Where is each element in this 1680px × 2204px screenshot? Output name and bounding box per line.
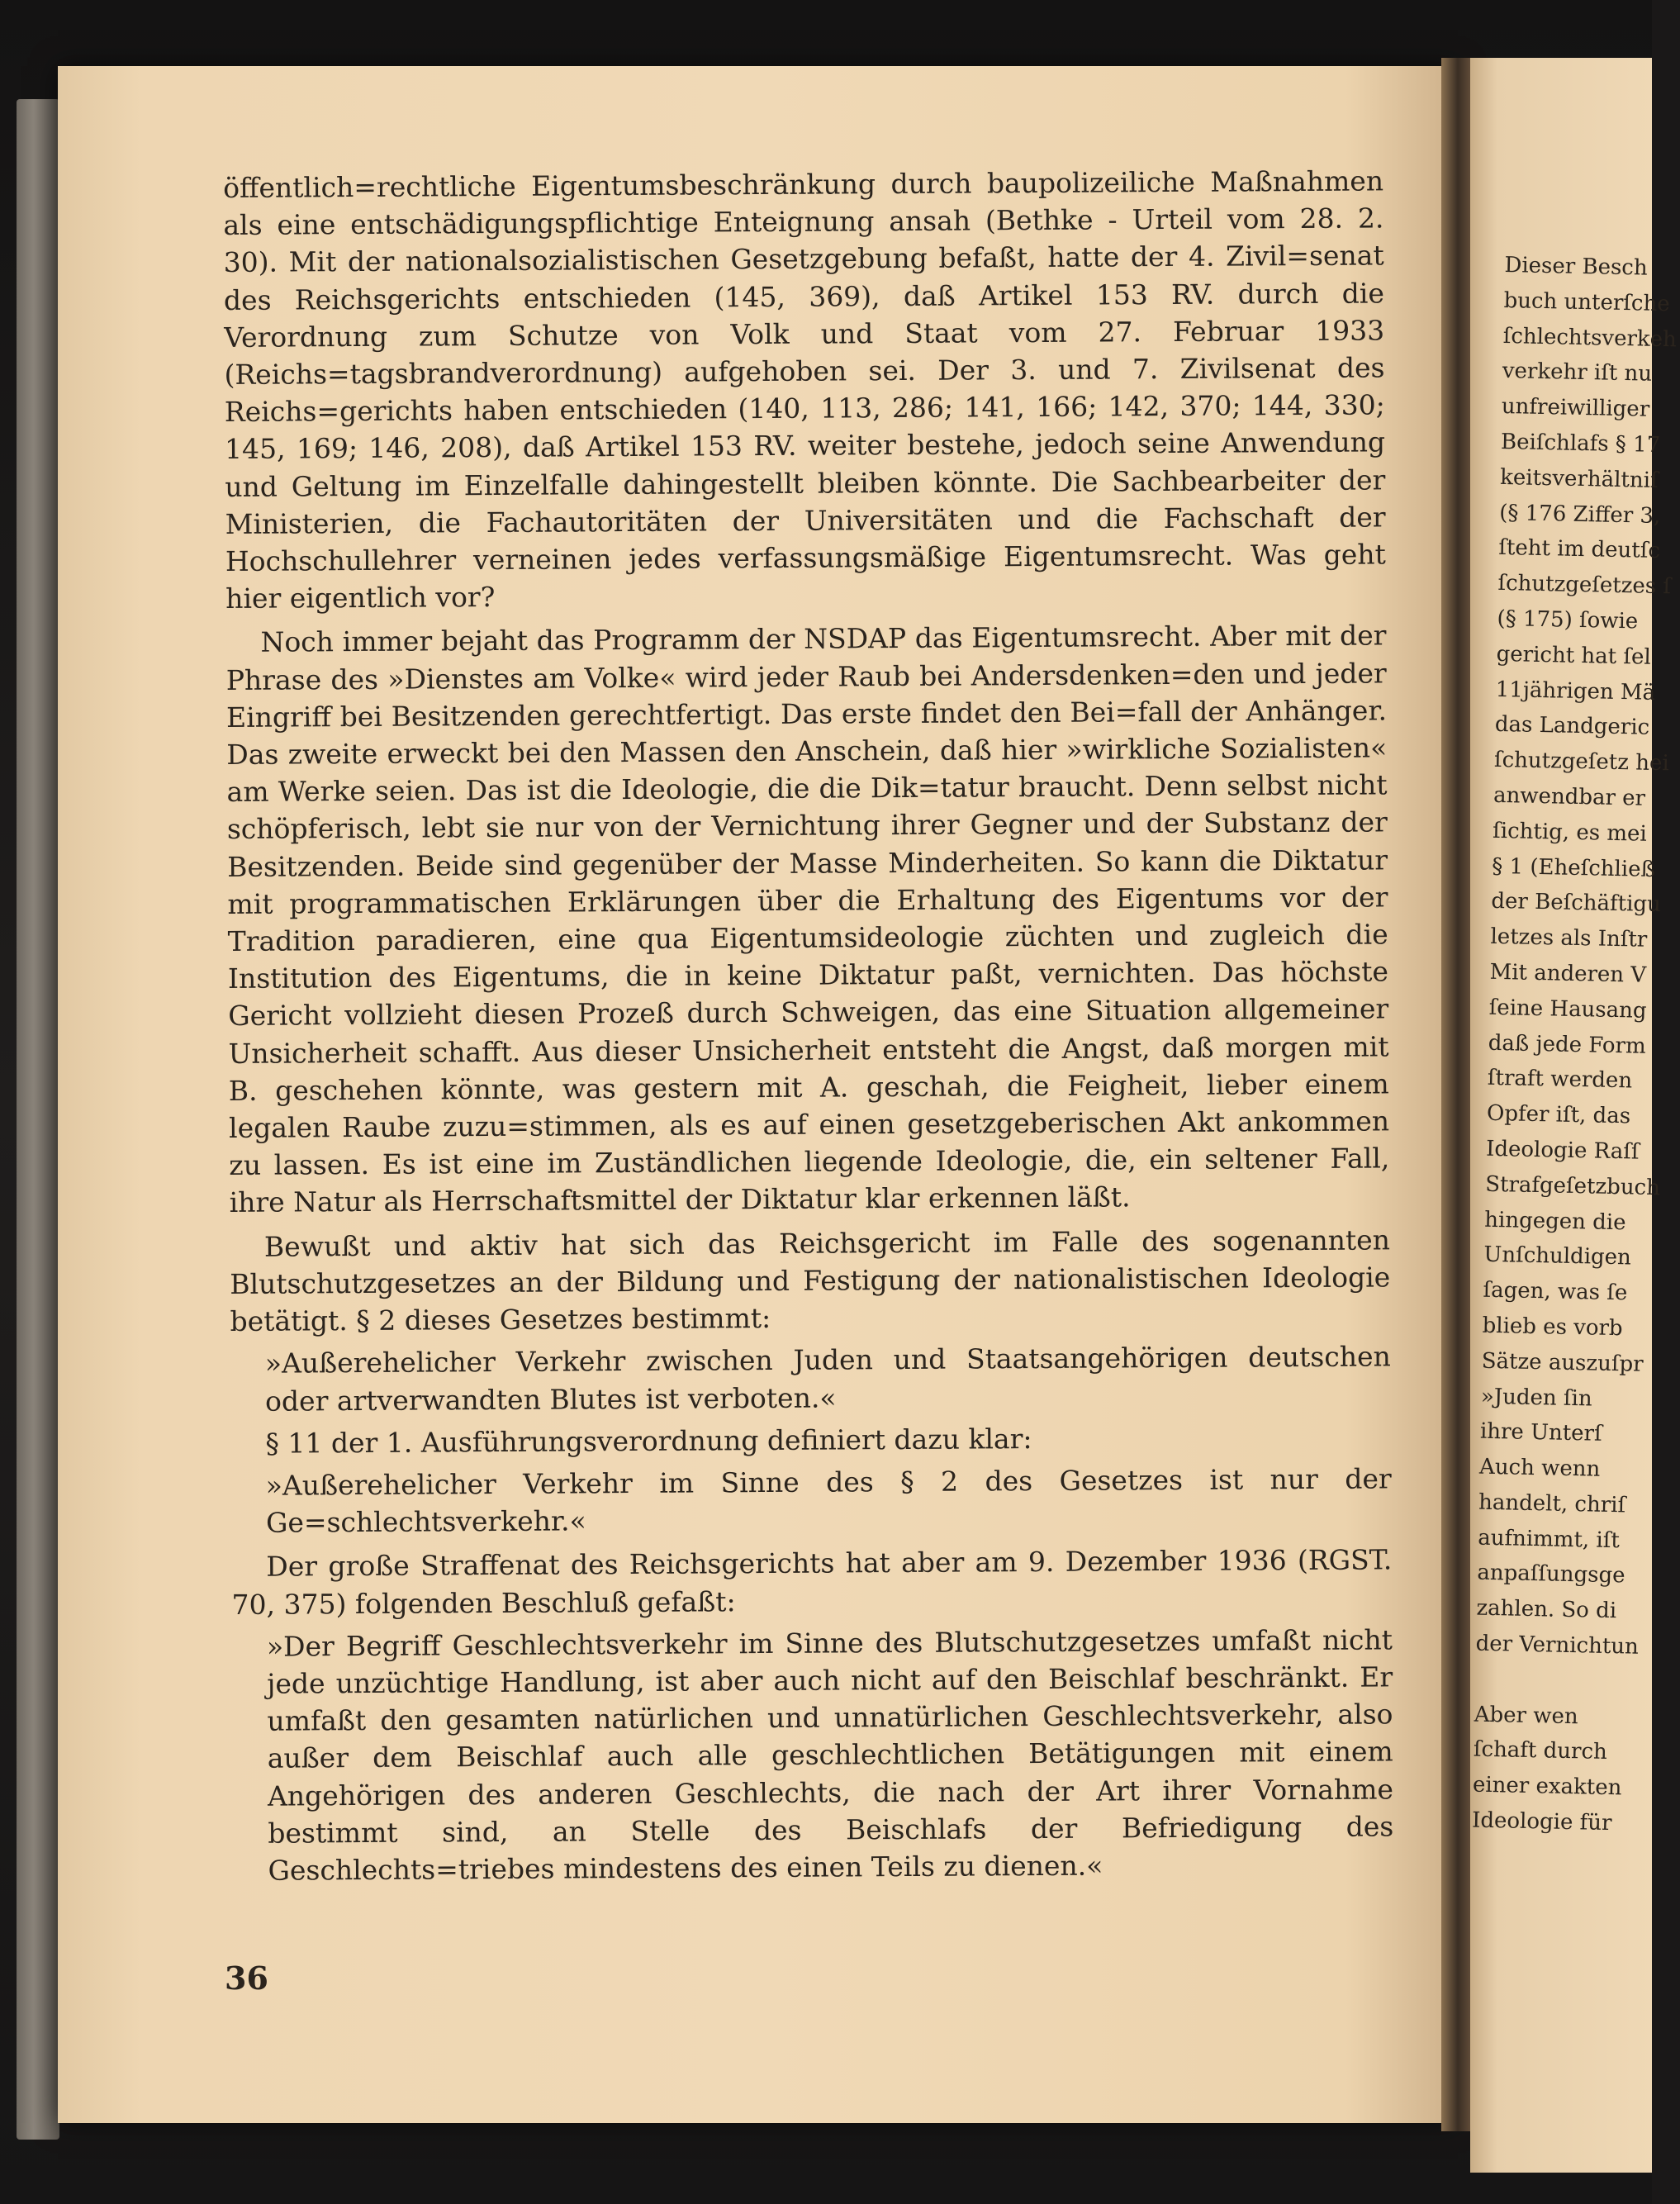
quote-1: »Außerehelicher Verkehr zwischen Juden und Staatsangehörigen deutschen oder artverwandten Blutes ist verboten.« xyxy=(264,1340,1391,1418)
paragraph-3: Bewußt und aktiv hat sich das Reichsgericht im Falle des sogenannten Blutschutzgesetzes an der Bildung und Festigung der nationalistischen Ideologie betätigt. § 2 dieses Gesetzes bestimmt: xyxy=(230,1223,1391,1338)
paragraph-11: § 11 der 1. Ausführungsverordnung definiert dazu klar: xyxy=(265,1422,1032,1460)
right-page-line: handelt, chriſ xyxy=(1478,1489,1626,1518)
book-gutter xyxy=(1441,58,1474,2131)
right-page-line: das Landgeric xyxy=(1494,712,1650,741)
right-page-line: zahlen. So di xyxy=(1476,1595,1617,1624)
paragraph-2: Noch immer bejaht das Programm der NSDAP das Eigentumsrecht. Aber mit der Phrase des »Dienstes am Volke« wird jeder Raub bei Andersdenken=den und jeder Eingriff bei Besitzenden gerechtfertigt. Das erste findet den Bei=fall der Anhänger. Das zweite erweckt bei den Massen den Anschein, daß hier »wirkliche Sozialisten« am Werke seien. Das ist die Ideologie, die die Dik=tatur braucht. Denn selbst nicht schöpferisch, lebt sie nur von der Vernichtung ihrer Gegner und der Substanz der Besitzenden. Beide sind gegenüber der Masse Minderheiten. So kann die Diktatur mit programmatischen Erklärungen über die Erhaltung des Eigentums vor der Tradition paradieren, eine qua Eigentumsideologie züchten und zugleich die Institution des Eigentums, die in keine Diktatur paßt, vernichten. Das höchste Gericht vollzieht diesen Prozeß durch Schweigen, das eine Situation allgemeiner Unsicherheit schafft. Aus dieser Unsicherheit entsteht die Angst, daß morgen mit B. geschehen könnte, was gestern mit A. geschah, die Feigheit, lieber einem legalen Raube zuzu=stimmen, als es auf einen gesetzgeberischen Akt ankommen zu lassen. Es ist eine im Zuständlichen liegende Ideologie, die, ein seltener Fall, ihre Natur als Herrschaftsmittel der Diktatur klar erkennen läßt. xyxy=(225,619,1390,1219)
right-page-line: letzes als Inſtr xyxy=(1490,924,1648,952)
right-page-line: Strafgeſetzbuch xyxy=(1484,1171,1661,1200)
right-page-line: ſchlechtsverkeh xyxy=(1502,323,1678,352)
right-page-line: Unſchuldigen xyxy=(1483,1242,1632,1271)
right-page-line xyxy=(1474,1661,1624,1700)
paragraph-1: öffentlich=rechtliche Eigentumsbeschränkung durch baupolizeiliche Maßnahmen als eine entschädigungspflichtige Enteignung ansah (Bethke - Urteil vom 28. 2. 30). Mit der nationalsozialistischen Gesetzgebung befaßt, hatte der 4. Zivil=senat des Reichsgerichts entschieden (145, 369), daß Artikel 153 RV. durch die Verordnung zum Schutze von Volk und Staat vom 27. Februar 1933 (Reichs=tagsbrandverordnung) aufgehoben sei. Der 3. und 7. Zivilsenat des Reichs=gerichts haben entschieden (140, 113, 286; 141, 166; 142, 370; 144, 330; 145, 169; 146, 208), daß Artikel 153 RV. weiter bestehe, jedoch seine Anwendung und Geltung im Einzelfalle dahingestellt bleiben könnte. Die Sachbearbeiter der Ministerien, die Fachautoritäten der Universitäten und die Fachschaft der Hochschullehrer verneinen jedes verfassungsmäßige Eigentumsrecht. Was geht hier eigentlich vor? xyxy=(223,164,1386,615)
right-page-line: unfreiwilliger xyxy=(1501,394,1650,422)
right-page-line: ihre Unterſ xyxy=(1479,1418,1602,1447)
right-page xyxy=(1470,58,1678,2173)
right-page-line: anwendbar er xyxy=(1493,782,1646,811)
paragraph-straf: Der große Straffenat des Reichsgerichts hat aber am 9. Dezember 1936 (RGST. 70, 375) folgenden Beschluß gefaßt: xyxy=(231,1543,1393,1621)
right-page-line: (§ 175) ſowie xyxy=(1497,606,1639,634)
right-page-line: Sätze auszuſpr xyxy=(1481,1348,1644,1377)
right-page-line: der Beſchäftigu xyxy=(1491,889,1662,918)
right-page-line: buch unterſche xyxy=(1503,287,1670,316)
right-page-line: gericht hat ſel xyxy=(1496,641,1652,670)
right-page-line: ſchaft durch xyxy=(1473,1737,1608,1765)
right-page-line: Aber wen xyxy=(1474,1702,1578,1729)
right-page-line: Ideologie Raſſ xyxy=(1485,1136,1640,1165)
right-page-line: hingegen die xyxy=(1484,1207,1626,1235)
right-page-line: aufnimmt, iſt xyxy=(1477,1525,1621,1553)
right-page-line: blieb es vorb xyxy=(1482,1313,1623,1342)
quote-2: »Außerehelicher Verkehr im Sinne des § 2 des Gesetzes ist nur der Ge=schlechtsverkehr.« xyxy=(265,1462,1392,1539)
right-page-text xyxy=(1471,248,1678,1841)
right-page-line: ſchutzgeſetz hei xyxy=(1493,748,1670,777)
right-page-line: keitsverhältniſ xyxy=(1499,464,1659,493)
right-page-line: »Juden ſin xyxy=(1480,1384,1592,1412)
right-page-line: § 1 (Eheſchließ xyxy=(1492,853,1656,882)
page-number: 36 xyxy=(225,1959,268,1997)
right-page-line: ſtraft werden xyxy=(1487,1066,1633,1094)
right-page-line: ſchutzgeſetzes ſ xyxy=(1497,571,1672,600)
right-page-line: 11jährigen Mä xyxy=(1495,677,1656,705)
right-page-line: Opfer iſt, das xyxy=(1486,1100,1631,1129)
right-page-line: ſeine Hausang xyxy=(1488,995,1647,1024)
right-page-line: Ideologie für xyxy=(1471,1807,1612,1836)
right-page-line: Dieser Besch xyxy=(1504,252,1648,281)
right-page-line: daß jede Form xyxy=(1488,1030,1646,1059)
right-page-line: (§ 176 Ziffer 3, xyxy=(1498,500,1661,529)
right-page-line: Auch wenn xyxy=(1478,1454,1601,1482)
right-page-line: einer exakten xyxy=(1472,1772,1622,1801)
right-page-line: ſteht im deutſc xyxy=(1498,535,1661,564)
book-edge xyxy=(17,99,59,2140)
left-page-text xyxy=(223,162,1394,1889)
right-page-line: ſagen, was ſe xyxy=(1483,1277,1628,1306)
quote-3: »Der Begriff Geschlechtsverkehr im Sinne des Blutschutzgesetzes umfaßt nicht jede unzüchtige Handlung, ist aber auch nicht auf den Beischlaf beschränkt. Er umfaßt den gesamten natürlichen und unnatürlichen Geschlechtsverkehr, also außer dem Beischlaf auch alle geschlechtlichen Betätigungen mit einem Angehörigen des anderen Geschlechts, die nach der Art ihrer Vornahme bestimmt sind, an Stelle des Beischlafs der Befriedigung des Geschlechts=triebes mindestens des einen Teils zu dienen.« xyxy=(266,1623,1394,1887)
right-page-line: ſichtig, es mei xyxy=(1492,818,1648,847)
right-page-line: Mit anderen V xyxy=(1489,959,1647,988)
right-page-line: Beiſchlafs § 17 xyxy=(1500,429,1661,458)
right-page-line: der Vernichtun xyxy=(1475,1631,1640,1660)
right-page-line: verkehr iſt nu xyxy=(1502,359,1653,387)
right-page-line: anpaſſungsge xyxy=(1477,1560,1625,1589)
